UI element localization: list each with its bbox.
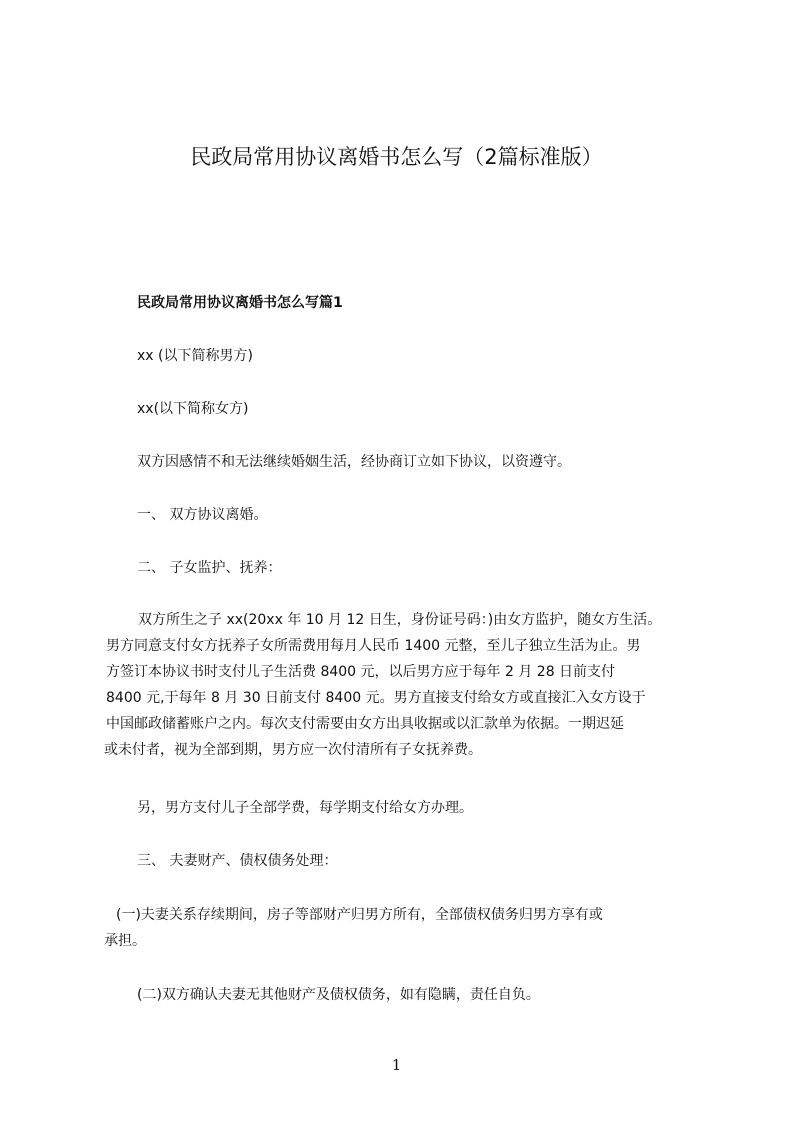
property-line: 承担。 [104,933,146,949]
property-paragraph [104,902,704,954]
custody-line: 8400 元,于每年 8 月 30 日前支付 8400 元。男方直接支付给女方或直接汇入女方设于 [106,690,646,706]
intro-paragraph: 双方因感情不和无法继续婚姻生活，经协商订立如下协议，以资遵守。 [137,454,571,470]
clause-three: 三、 夫妻财产、债权债务处理： [137,853,338,869]
tuition-paragraph: 另，男方支付儿子全部学费，每学期支付给女方办理。 [137,800,473,816]
clause-one: 一、 双方协议离婚。 [137,507,268,523]
party-male: xx (以下简称男方) [137,348,253,364]
custody-line: 方签订本协议书时支付儿子生活费 8400 元，以后男方应于每年 2 月 28 日前支付 [106,664,616,680]
party-female: xx(以下简称女方) [137,401,249,417]
clause-two: 二、 子女监护、抚养： [137,560,282,576]
custody-line: 中国邮政储蓄账户之内。每次支付需要由女方出具收据或以汇款单为依据。一期迟延 [106,716,624,732]
page-number: 1 [391,1056,402,1074]
document-title: 民政局常用协议离婚书怎么写（2篇标准版） [190,145,603,169]
custody-line: 双方所生之子 xx(20xx 年 10 月 12 日生，身份证号码：)由女方监护，随女方生活。 [138,612,662,628]
confirm-paragraph: (二)双方确认夫妻无其他财产及债权债务，如有隐瞒，责任自负。 [137,987,540,1003]
custody-paragraph [104,607,704,763]
property-line: (一)夫妻关系存续期间，房子等部财产归男方所有，全部债权债务归男方享有或 [116,907,603,923]
section-heading: 民政局常用协议离婚书怎么写篇1 [137,295,343,311]
custody-line: 男方同意支付女方抚养子女所需费用每月人民币 1400 元整，至儿子独立生活为止。男 [106,638,641,654]
custody-line: 或未付者，视为全部到期，男方应一次付清所有子女抚养费。 [104,742,482,758]
